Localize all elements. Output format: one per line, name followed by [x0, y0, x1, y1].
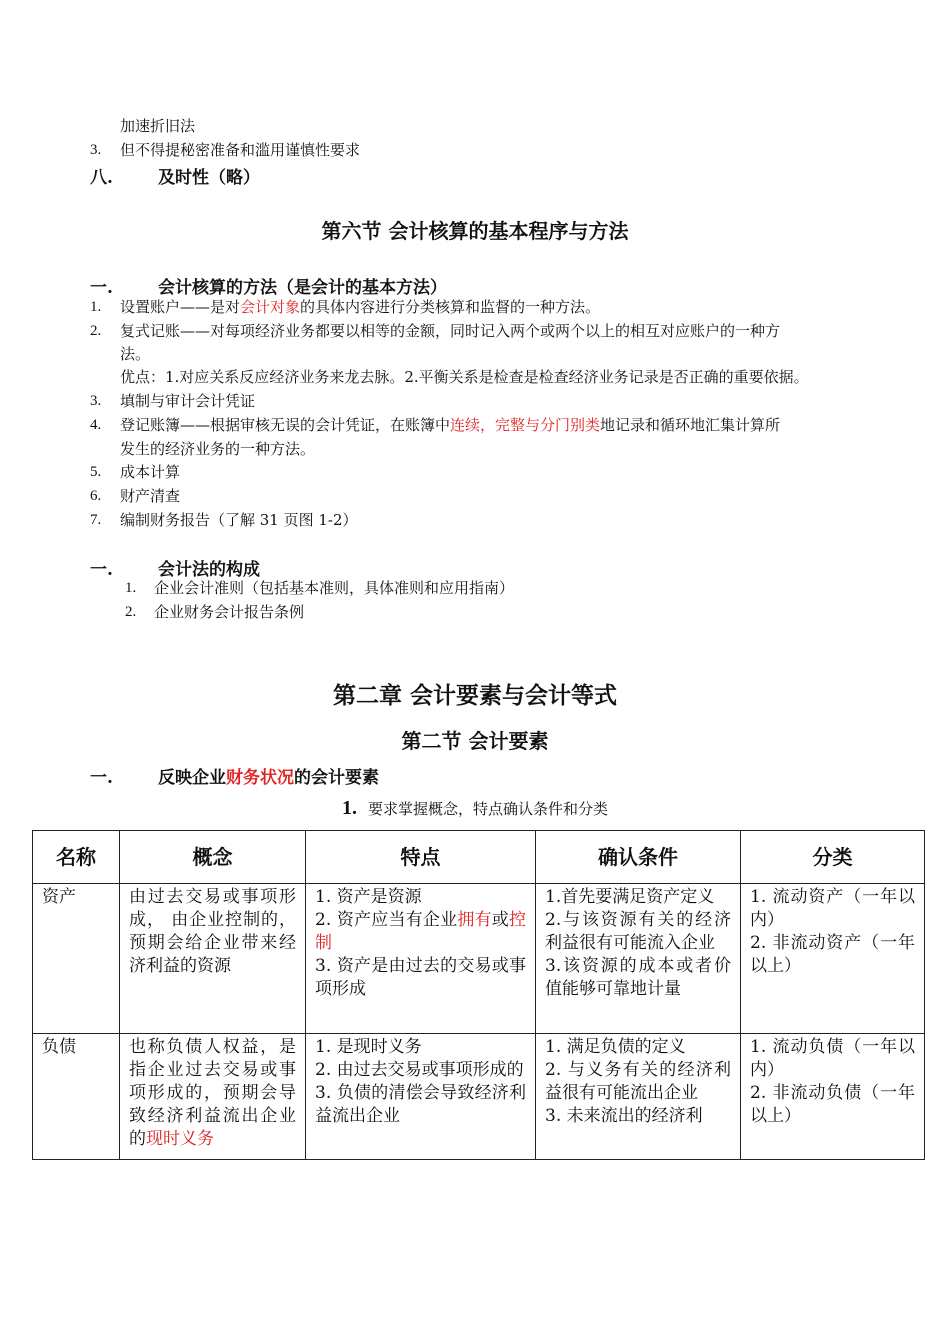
accounting-elements-table [32, 830, 925, 1160]
highlight-text: 控制 [315, 910, 527, 953]
list-number: 4. [90, 417, 102, 433]
text: 反映企业 [158, 768, 226, 788]
condition-line: 2. 与义务有关的经济利益很有可能流出企业 [545, 1060, 731, 1103]
cell-name: 资产 [33, 884, 120, 1034]
cell-classification [741, 884, 925, 1034]
list-number: 3. [90, 142, 102, 158]
table-row [33, 884, 925, 1034]
highlight-text: 会计对象 [240, 298, 301, 316]
column-header: 概念 [120, 831, 306, 884]
text: 的具体内容进行分类核算和监督的一种方法。 [300, 298, 601, 316]
feature-line: 2. 由过去交易或事项形成的 [315, 1060, 524, 1080]
table-header-row [33, 831, 925, 884]
text: 的会计要素 [294, 768, 379, 788]
class-line: 2. 非流动资产（一年以上） [750, 933, 915, 976]
list-item: 财产清查 [120, 487, 181, 505]
table-row [33, 1034, 925, 1160]
feature-line: 1. 是现时义务 [315, 1037, 422, 1057]
list-number: 5. [90, 464, 102, 480]
chapter-title: 第二章 会计要素与会计等式 [332, 682, 617, 709]
class-line: 1. 流动负债（一年以内） [750, 1037, 915, 1080]
list-item: 复式记账——对每项经济业务都要以相等的金额，同时记入两个或两个以上的相互对应账户的一种方 [120, 322, 781, 340]
heading [158, 763, 379, 788]
section-title: 第二节 会计要素 [401, 729, 549, 753]
subheading [0, 797, 950, 820]
list-item: 企业会计准则（包括基本准则，具体准则和应用指南） [154, 579, 515, 597]
text: 或 [491, 910, 510, 930]
list-number: 1. [125, 580, 137, 596]
class-line: 1. 流动资产（一年以内） [750, 887, 915, 930]
text-line: 加速折旧法 [120, 117, 196, 135]
list-number: 2. [90, 323, 102, 339]
list-item-continued: 发生的经济业务的一种方法。 [120, 440, 316, 458]
condition-line: 3.该资源的成本或者价值能够可靠地计量 [545, 956, 731, 999]
feature-line: 3. 负债的清偿会导致经济利益流出企业 [315, 1083, 526, 1126]
column-header: 分类 [741, 831, 925, 884]
heading-number: 一. [90, 278, 113, 298]
feature-line: 1. 资产是资源 [315, 887, 422, 907]
list-number: 1. [90, 299, 102, 315]
highlight-text: 连续，完整与分门别类 [450, 416, 601, 434]
section-title: 第六节 会计核算的基本程序与方法 [321, 219, 629, 243]
condition-line: 2.与该资源有关的经济利益很有可能流入企业 [545, 910, 731, 953]
list-number: 6. [90, 488, 102, 504]
column-header: 确认条件 [536, 831, 741, 884]
cell-features [306, 1034, 536, 1160]
text: 也称负债人权益，是指企业过去交易或事项形成的，预期会导致经济利益流出企业的 [129, 1037, 296, 1149]
highlight-text: 现时义务 [146, 1129, 214, 1149]
list-item-continued: 法。 [120, 345, 151, 363]
list-item: 企业财务会计报告条例 [154, 603, 305, 621]
text: 设置账户——是对 [120, 298, 241, 316]
heading-number: 八. [90, 168, 113, 188]
heading-number: 一. [90, 560, 113, 580]
subheading-number: 1. [341, 797, 357, 819]
cell-conditions [536, 1034, 741, 1160]
cell-concept [120, 1034, 306, 1160]
heading-number: 一. [90, 768, 113, 788]
list-item: 成本计算 [120, 463, 181, 481]
list-item: 填制与审计会计凭证 [120, 392, 256, 410]
heading: 会计核算的方法（是会计的基本方法） [158, 278, 447, 298]
text: 登记账簿——根据审核无误的会计凭证，在账簿中 [120, 416, 451, 434]
text: 地记录和循环地汇集计算所 [600, 416, 781, 434]
cell-concept: 由过去交易或事项形成， 由企业控制的，预期会给企业带来经济利益的资源 [120, 884, 306, 1034]
heading: 会计法的构成 [158, 560, 260, 580]
column-header: 名称 [33, 831, 120, 884]
text: 2. 资产应当有企业 [315, 910, 458, 930]
feature-line: 3. 资产是由过去的交易或事项形成 [315, 956, 526, 999]
list-number: 2. [125, 604, 137, 620]
cell-features [306, 884, 536, 1034]
highlight-text: 财务状况 [226, 768, 294, 788]
condition-line: 3. 未来流出的经济利 [545, 1106, 703, 1126]
cell-classification [741, 1034, 925, 1160]
subheading-text: 要求掌握概念，特点确认条件和分类 [368, 800, 609, 818]
list-item [120, 415, 780, 435]
list-number: 7. [90, 512, 102, 528]
feature-line [315, 909, 526, 955]
list-item [120, 297, 600, 317]
highlight-text: 拥有 [457, 910, 492, 930]
heading: 及时性（略） [158, 168, 260, 188]
cell-conditions [536, 884, 741, 1034]
condition-line: 1. 满足负债的定义 [545, 1037, 686, 1057]
cell-name: 负债 [33, 1034, 120, 1160]
list-item: 但不得提秘密准备和滥用谨慎性要求 [120, 141, 361, 159]
column-header: 特点 [306, 831, 536, 884]
list-number: 3. [90, 393, 102, 409]
class-line: 2. 非流动负债（一年以上） [750, 1083, 915, 1126]
list-item: 编制财务报告（了解 31 页图 1-2） [120, 511, 358, 529]
list-item-note: 优点：1.对应关系反应经济业务来龙去脉。2.平衡关系是检查是检查经济业务记录是否正确的重要依据。 [120, 368, 809, 386]
condition-line: 1.首先要满足资产定义 [545, 887, 715, 907]
